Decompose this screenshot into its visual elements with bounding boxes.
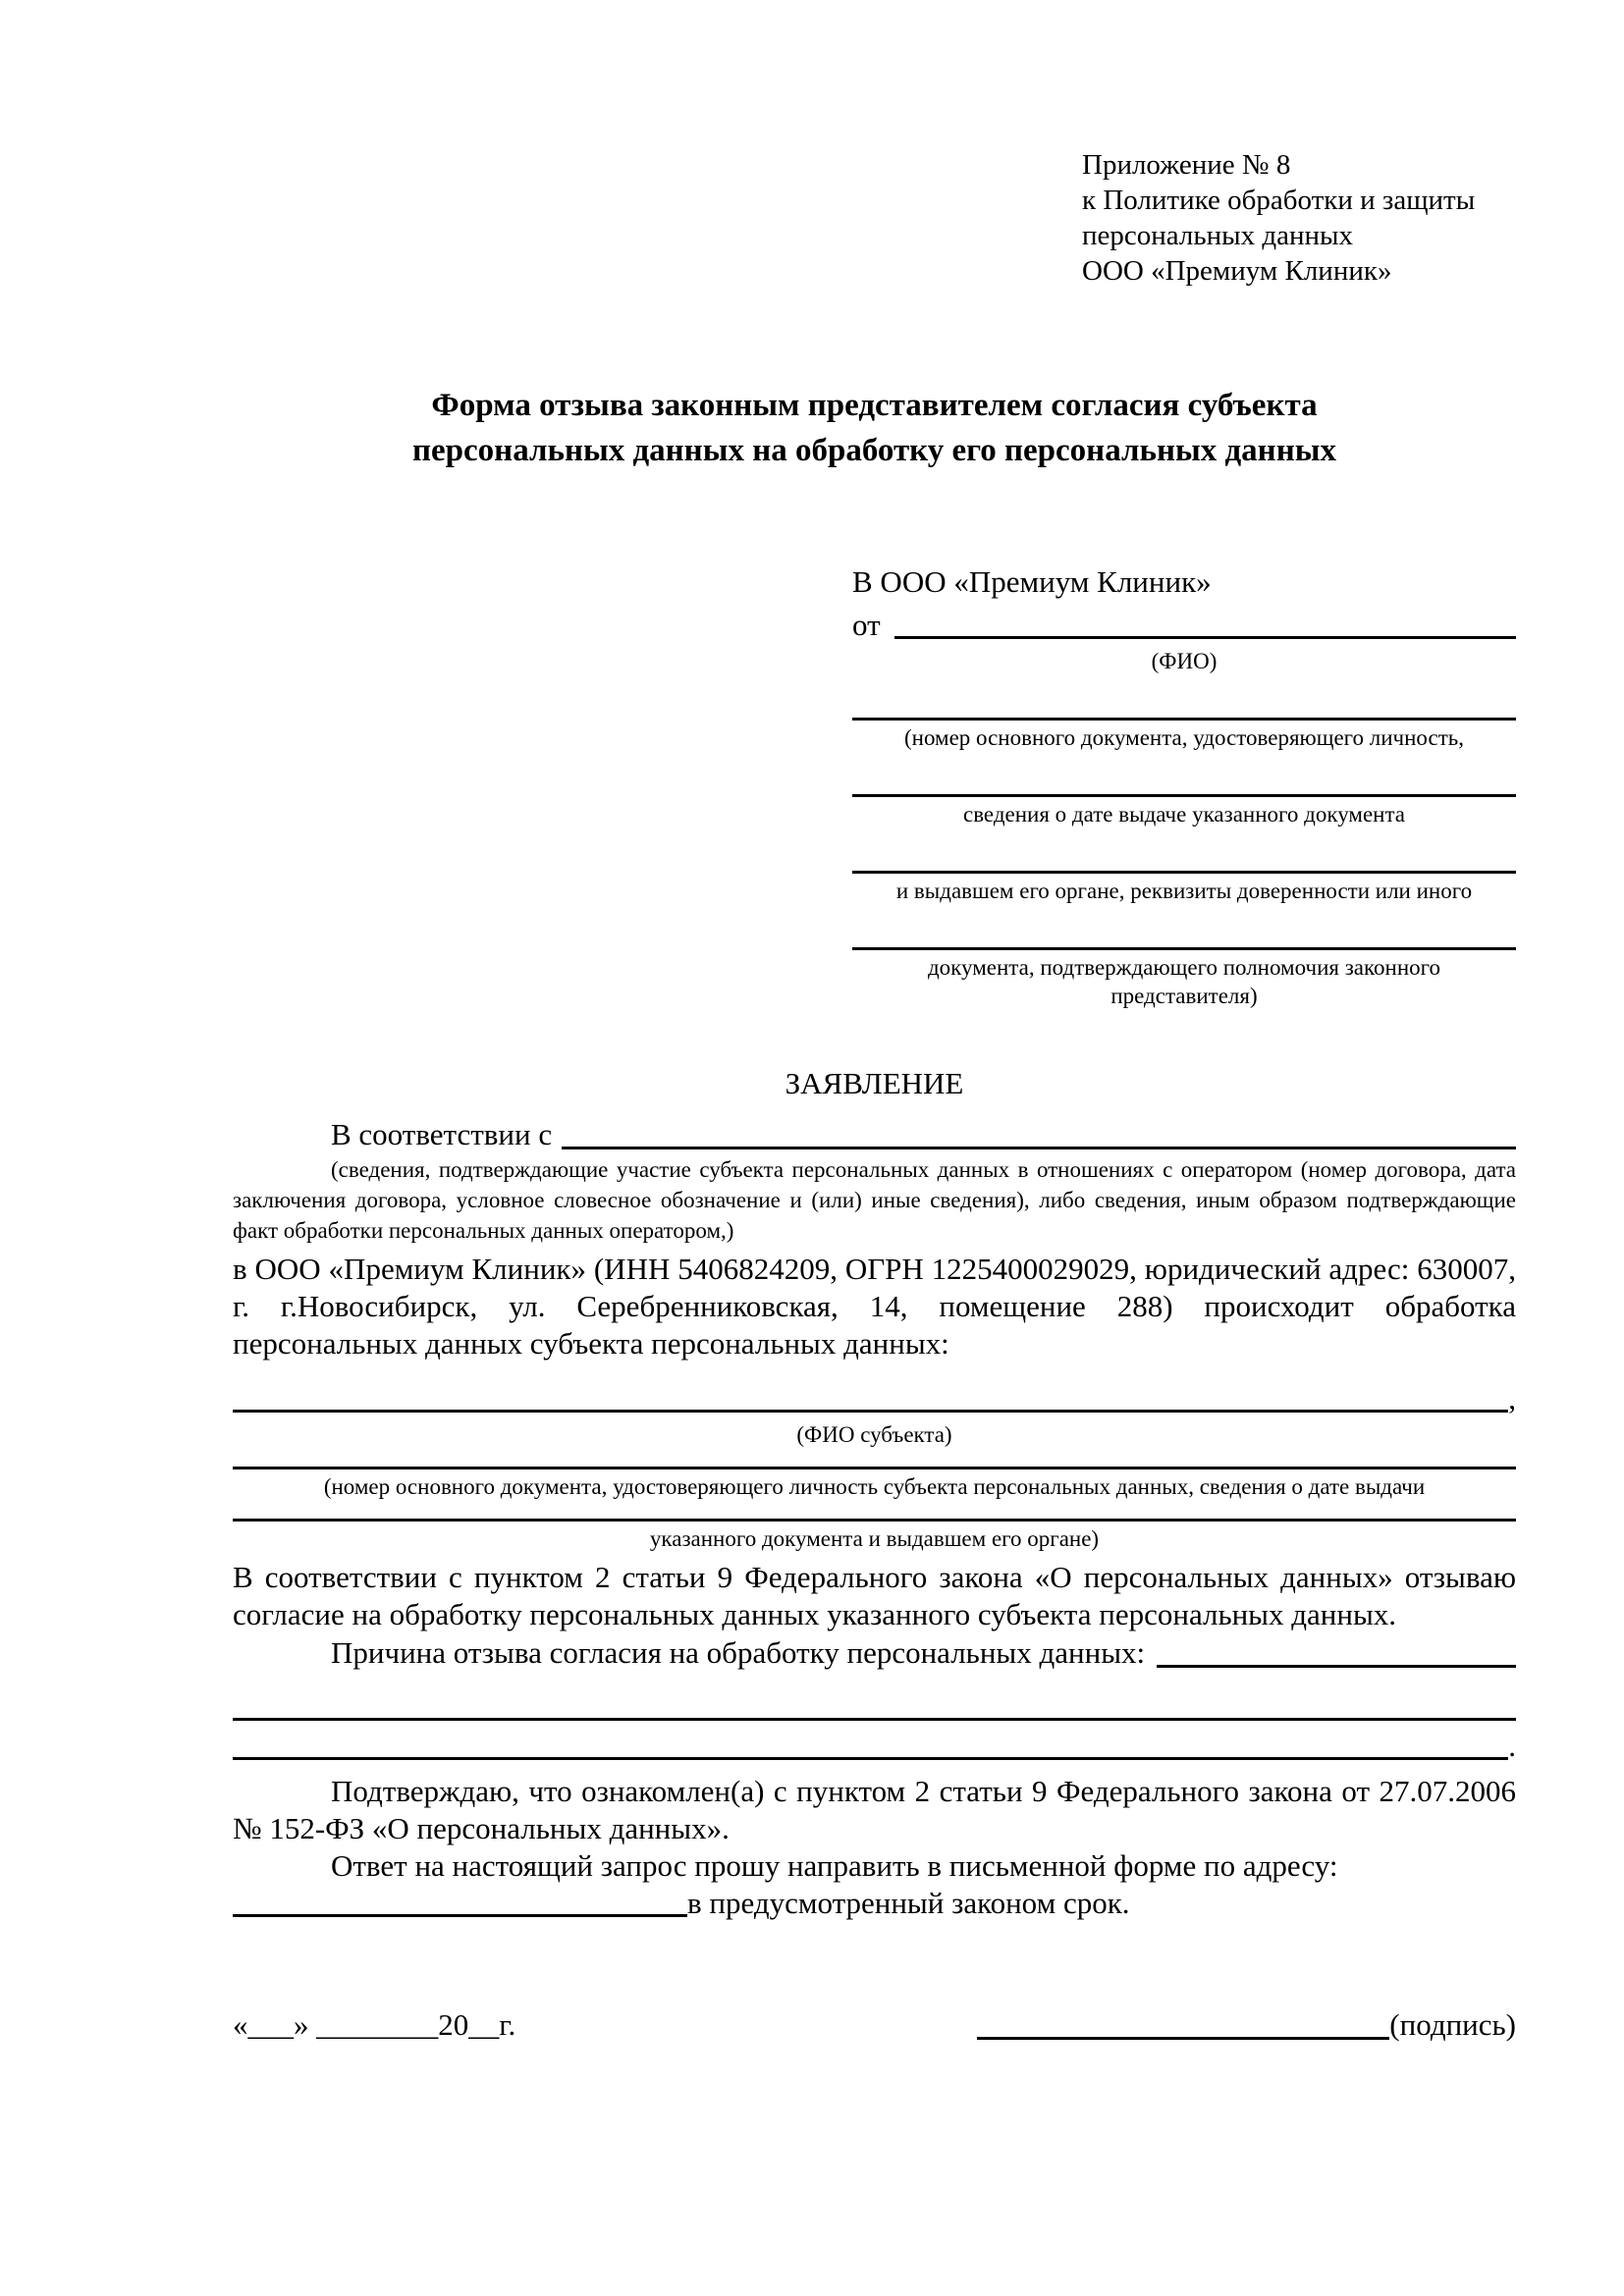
subject-fio-field (233, 1380, 1516, 1449)
blank-field-line (852, 687, 1516, 721)
reply-paragraph: Ответ на настоящий запрос прошу направить в письменной форме по адресу: (331, 1848, 1338, 1883)
addressee-organization: В ООО «Премиум Клиник» (852, 564, 1212, 599)
field-caption: и выдавшем его органе, реквизиты доверенности или иного (895, 879, 1473, 903)
blank-field-line (852, 764, 1516, 797)
addressee-field (852, 840, 1516, 905)
appendix-note-line: к Политике обработки и защиты (1082, 185, 1476, 216)
signature-field (977, 2005, 1516, 2045)
reason-extra-blank-row (233, 1728, 1516, 1765)
statement-heading: ЗАЯВЛЕНИЕ (785, 1066, 964, 1100)
appendix-note-line: ООО «Премиум Клиник» (1082, 255, 1392, 287)
basis-note: (сведения, подтверждающие участие субъекта персональных данных в отношениях с оператором (номер договора, дата заключения договора, условное словесное обозначение и (или) иные сведения), либо сведения, иным образом подтверждающие факт обработки персональных данных оператором,) (233, 1157, 1516, 1243)
addressee-field (852, 687, 1516, 752)
confirmation-paragraph: Подтверждаю, что ознакомлен(а) с пунктом 2 статьи 9 Федерального закона от 27.07.2006 № 152-ФЗ «О персональных данных». (233, 1774, 1516, 1845)
reason-extra-blank-line (233, 1718, 1516, 1721)
subject-doc-blank-line-2 (233, 1519, 1516, 1522)
subject-fio-blank-row (233, 1380, 1516, 1417)
operator-paragraph: в ООО «Премиум Клиник» (ИНН 5406824209, ОГРН 1225400029029, юридический адрес: 630007, г. г.Новосибирск, ул. Серебренниковская, 14, помещение 288) происходит обработка персональных данных субъекта персональных данных: (233, 1252, 1516, 1361)
date-line: «___» ________20__г. (233, 2007, 516, 2042)
addressee-block (852, 563, 1516, 1010)
field-caption: сведения о дате выдаче указанного документа (962, 802, 1406, 827)
trailing-period: . (1508, 1729, 1516, 1763)
subject-doc-field-2 (233, 1519, 1516, 1553)
withdrawal-paragraph: В соответствии с пунктом 2 статьи 9 Федерального закона «О персональных данных» отзываю согласие на обработку персональных данных указанного субъекта персональных данных. (233, 1560, 1516, 1631)
from-label: от (852, 608, 881, 642)
subject-doc-caption-2: указанного документа и выдавшем его органе) (649, 1526, 1100, 1551)
fio-caption: (ФИО) (1151, 649, 1218, 673)
addressee-field (852, 917, 1516, 1010)
appendix-note-line: персональных данных (1082, 220, 1354, 251)
subject-doc-field (233, 1467, 1516, 1501)
from-field (852, 607, 1516, 644)
reply-address-field (233, 1885, 1516, 1922)
from-blank-line (894, 607, 1516, 639)
blank-field-line (852, 840, 1516, 874)
reason-field (233, 1633, 1516, 1673)
document-title: Форма отзыва законным представителем согласия субъекта персональных данных на обработку его персональных данных (412, 388, 1336, 468)
reason-label: Причина отзыва согласия на обработку персональных данных: (331, 1635, 1146, 1670)
subject-fio-blank-line (233, 1380, 1508, 1413)
reply-suffix: в предусмотренный законом срок. (687, 1886, 1130, 1920)
blank-field-line (852, 917, 1516, 950)
reason-blank-line (1157, 1633, 1516, 1668)
appendix-note-line: Приложение № 8 (1082, 149, 1291, 181)
signature-blank-line (977, 2037, 1389, 2040)
subject-doc-caption: (номер основного документа, удостоверяющего личность субъекта персональных данных, сведения о дате выдачи (323, 1474, 1426, 1499)
reply-address-blank-line (233, 1885, 687, 1917)
field-caption: документа, подтверждающего полномочия законного представителя) (927, 955, 1440, 1008)
appendix-note (1082, 147, 1516, 289)
in-accordance-label: В соответствии с (331, 1117, 553, 1151)
subject-doc-blank-line (233, 1467, 1516, 1469)
signature-caption: (подпись) (1389, 2007, 1516, 2042)
reason-extra-blank-line-2 (233, 1728, 1508, 1760)
addressee-field (852, 764, 1516, 828)
signature-block (233, 2005, 1516, 2045)
subject-fio-caption: (ФИО субъекта) (796, 1422, 952, 1447)
field-caption: (номер основного документа, удостоверяющего личность, (903, 725, 1464, 750)
in-accordance-blank-line (562, 1115, 1516, 1149)
trailing-comma: , (1508, 1381, 1516, 1415)
in-accordance-field (233, 1115, 1516, 1154)
